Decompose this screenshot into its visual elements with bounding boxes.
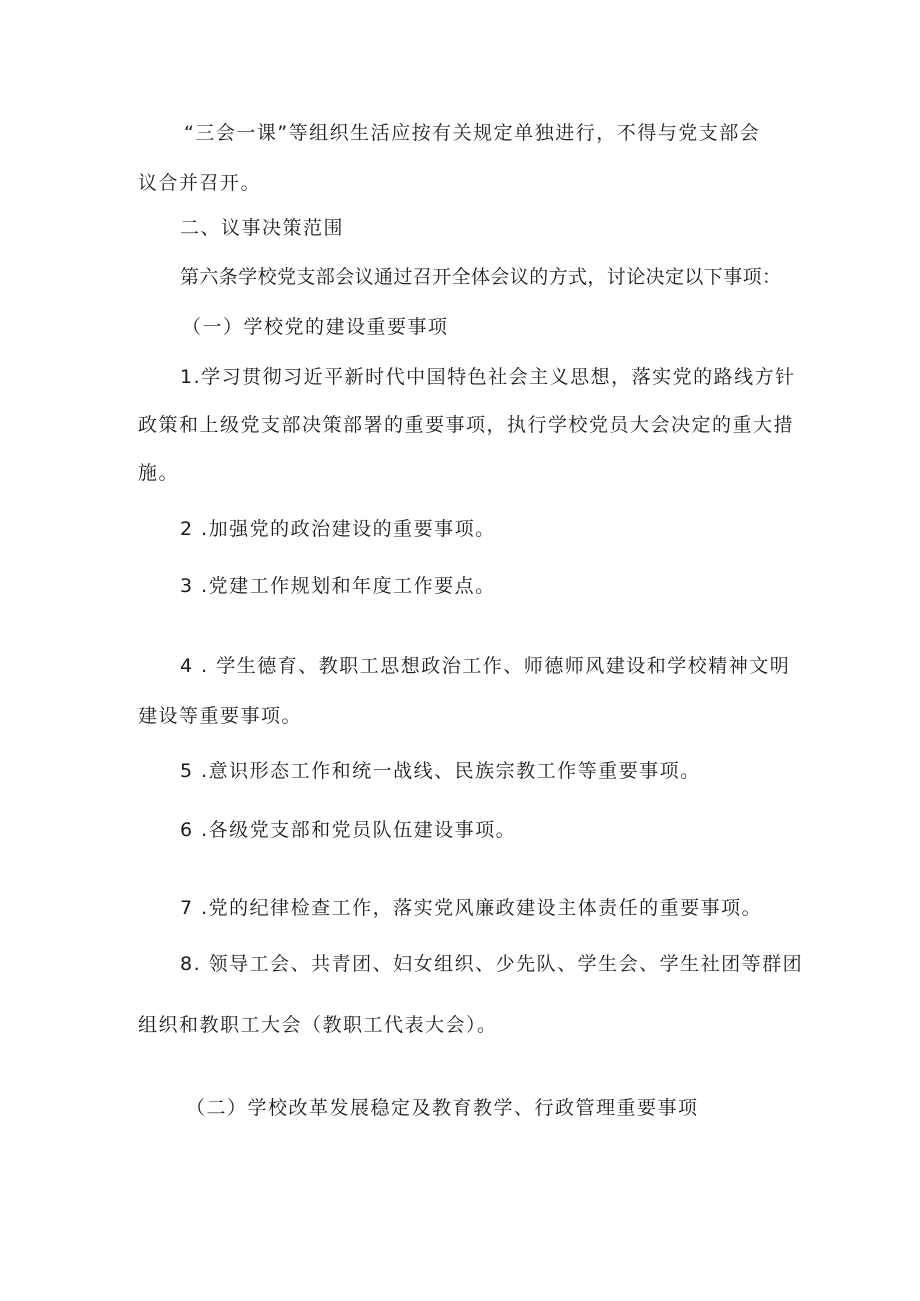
subsection-heading: （二）学校改革发展稳定及教育教学、行政管理重要事项: [186, 1097, 699, 1119]
list-item: 3 .党建工作规划和年度工作要点。: [180, 575, 496, 597]
subsection-heading: （一）学校党的建设重要事项: [182, 316, 449, 338]
list-item-line: 政策和上级党支部决策部署的重要事项，执行学校党员大会决定的重大措: [138, 414, 795, 436]
list-item: 7 .党的纪律检查工作，落实党风廉政建设主体责任的重要事项。: [180, 897, 763, 919]
paragraph-line: 议合并召开。: [138, 172, 262, 194]
list-item-line: 1.学习贯彻习近平新时代中国特色社会主义思想，落实党的路线方针: [180, 366, 796, 388]
list-item-line: 4 . 学生德育、教职工思想政治工作、师德师风建设和学校精神文明: [180, 655, 791, 677]
article-line: 第六条学校党支部会议通过召开全体会议的方式，讨论决定以下事项：: [180, 266, 782, 288]
paragraph-line: “三会一课”等组织生活应按有关规定单独进行，不得与党支部会: [184, 122, 761, 144]
section-heading: 二、议事决策范围: [180, 217, 345, 239]
list-item: 2 .加强党的政治建设的重要事项。: [180, 518, 496, 540]
list-item-line: 8. 领导工会、共青团、妇女组织、少先队、学生会、学生社团等群团: [180, 953, 804, 975]
list-item-line: 组织和教职工大会（教职工代表大会）。: [138, 1014, 498, 1036]
list-item: 6 .各级党支部和党员队伍建设事项。: [180, 819, 517, 841]
list-item-line: 建设等重要事项。: [138, 705, 303, 727]
list-item-line: 施。: [138, 462, 180, 484]
list-item: 5 .意识形态工作和统一战线、民族宗教工作等重要事项。: [180, 760, 701, 782]
